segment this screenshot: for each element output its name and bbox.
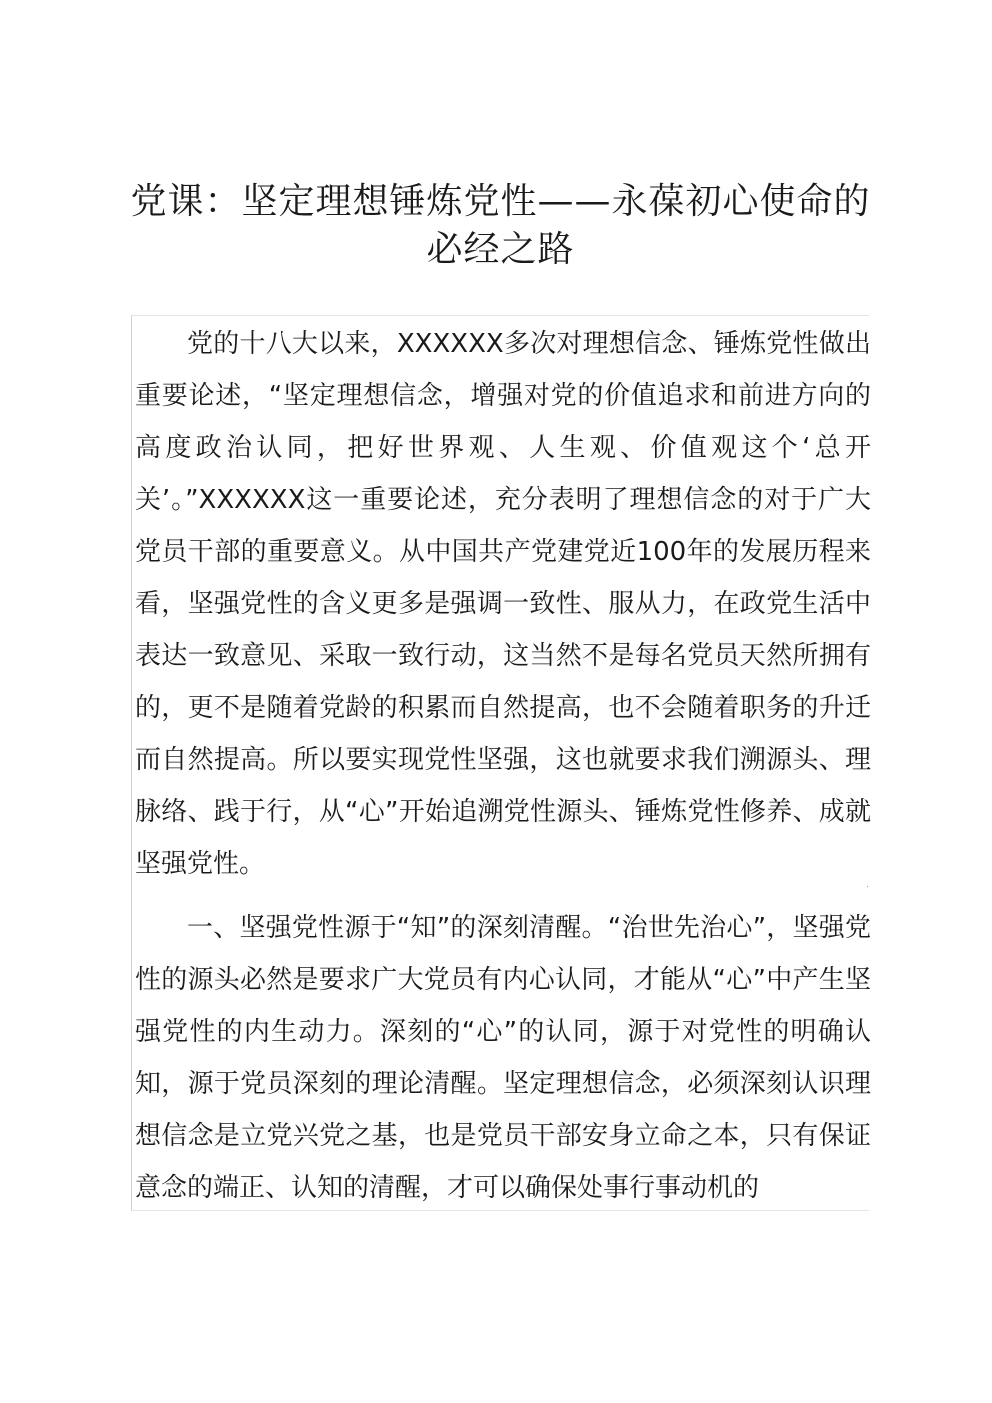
paragraph-intro: 党的十八大以来，XXXXXX多次对理想信念、锤炼党性做出重要论述，“坚定理想信念，增强对党的价值追求和前进方向的高度政治认同，把好世界观、人生观、价值观这个‘总开关’。”XXXXXX这一重要论述，充分表明了理想信念的对于广大党员干部的重要意义。从中国共产党建党近100年的发展历程来看，坚强党性的含义更多是强调一致性、服从力，在政党生活中表达一致意见、采取一致行动，这当然不是每名党员天然所拥有的，更不是随着党龄的积累而自然提高，也不会随着职务的升迁而自然提高。所以要实现党性坚强，这也就要求我们溯源头、理脉络、践于行，从“心”开始追溯党性源头、锤炼党性修养、成就坚强党性。 — [135, 329, 871, 879]
paragraph-section-one: 一、坚强党性源于“知”的深刻清醒。“治世先治心”，坚强党性的源头必然是要求广大党员有内心认同，才能从“心”中产生坚强党性的内生动力。深刻的“心”的认同，源于对党性的明确认知，源于党员深刻的理论清醒。坚定理想信念，必须深刻认识理想信念是立党兴党之基，也是党员干部安身立命之本，只有保证意念的端正、认知的清醒，才可以确保处事行事动机的 — [135, 913, 871, 1203]
document-title: 党课：坚定理想锤炼党性——永葆初心使命的必经之路 — [130, 181, 871, 270]
margin-mark — [867, 886, 868, 887]
